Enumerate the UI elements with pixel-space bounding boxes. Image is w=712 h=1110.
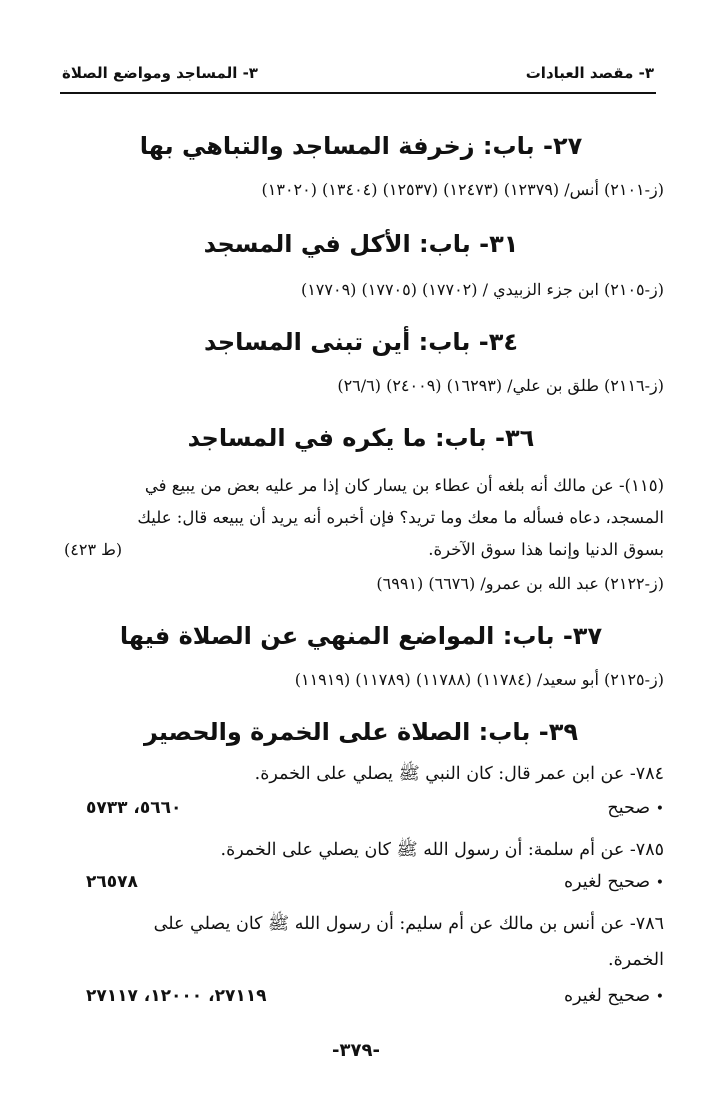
hadith-784: ٧٨٤- عن ابن عمر قال: كان النبي ﷺ يصلي على الخمرة. (254, 764, 664, 784)
bullet-icon: • (655, 875, 664, 891)
hadith-115-line-2: المسجد، دعاه فسأله ما معك وما تريد؟ فإن أخبره أنه يريد أن يبيعه قال: عليك (137, 508, 664, 527)
grade-786-numbers: ٢٧١١٩، ١٢٠٠٠، ٢٧١١٧ (86, 986, 267, 1006)
hadith-786 (58, 906, 664, 978)
header-book-title: ٣- مقصد العبادات (525, 64, 654, 82)
hadith-786-line-2: الخمرة. (608, 950, 664, 970)
section-37-reference: (ز-٢١٢٥) أبو سعيد/ (١١٧٨٤) (١١٧٨٨) (١١٧٨٩) (١١٩١٩) (294, 670, 664, 689)
hadith-786-line-1: ٧٨٦- عن أنس بن مالك عن أم سليم: أن رسول الله ﷺ كان يصلي على (153, 914, 664, 934)
section-27-heading: ٢٧- باب: زخرفة المساجد والتباهي بها (139, 132, 583, 160)
header-divider (60, 92, 656, 94)
section-37-heading: ٣٧- باب: المواضع المنهي عن الصلاة فيها (119, 622, 603, 650)
grade-785 (58, 872, 664, 892)
section-31-heading: ٣١- باب: الأكل في المسجد (203, 230, 519, 258)
grade-785-numbers: ٢٦٥٧٨ (86, 872, 138, 892)
bullet-icon: • (655, 801, 664, 817)
section-36-reference: (ز-٢١٢٢) عبد الله بن عمرو/ (٦٦٧٦) (٦٩٩١) (376, 574, 664, 593)
hadith-115-source: (ط ٤٢٣) (64, 540, 123, 559)
section-34-reference: (ز-٢١١٦) طلق بن علي/ (١٦٢٩٣) (٢٤٠٠٩) (٢٦/٦) (337, 376, 664, 395)
header-chapter-title: ٣- المساجد ومواضع الصلاة (62, 64, 258, 82)
grade-784-label (607, 798, 664, 818)
section-31-reference: (ز-٢١٠٥) ابن جزء الزبيدي / (١٧٧٠٢) (١٧٧٠٥) (١٧٧٠٩) (300, 280, 664, 299)
grade-786-label (564, 986, 664, 1006)
section-39-heading: ٣٩- باب: الصلاة على الخمرة والحصير (143, 718, 579, 746)
grade-784 (58, 798, 664, 818)
section-34-heading: ٣٤- باب: أين تبنى المساجد (203, 328, 519, 356)
page-number: -٣٧٩- (332, 1040, 380, 1061)
grade-786 (58, 986, 664, 1006)
grade-786-text: صحيح لغيره (563, 986, 651, 1006)
grade-784-numbers: ٥٦٦٠، ٥٧٣٣ (86, 798, 182, 818)
hadith-115-line-1: (١١٥)- عن مالك أنه بلغه أن عطاء بن يسار كان إذا مر عليه بعض من يبيع في (144, 476, 664, 495)
hadith-115 (58, 470, 664, 566)
grade-784-text: صحيح (607, 798, 651, 818)
section-36-heading: ٣٦- باب: ما يكره في المساجد (187, 424, 535, 452)
section-27-reference: (ز-٢١٠١) أنس/ (١٢٣٧٩) (١٢٤٧٣) (١٢٥٣٧) (١٣٤٠٤) (١٣٠٢٠) (261, 180, 664, 199)
bullet-icon: • (655, 989, 664, 1005)
grade-785-label (564, 872, 664, 892)
hadith-115-text-end: بسوق الدنيا وإنما هذا سوق الآخرة. (428, 540, 664, 559)
running-header (62, 58, 654, 88)
hadith-785: ٧٨٥- عن أم سلمة: أن رسول الله ﷺ كان يصلي على الخمرة. (220, 840, 664, 860)
hadith-115-line-3 (58, 534, 664, 566)
grade-785-text: صحيح لغيره (563, 872, 651, 892)
